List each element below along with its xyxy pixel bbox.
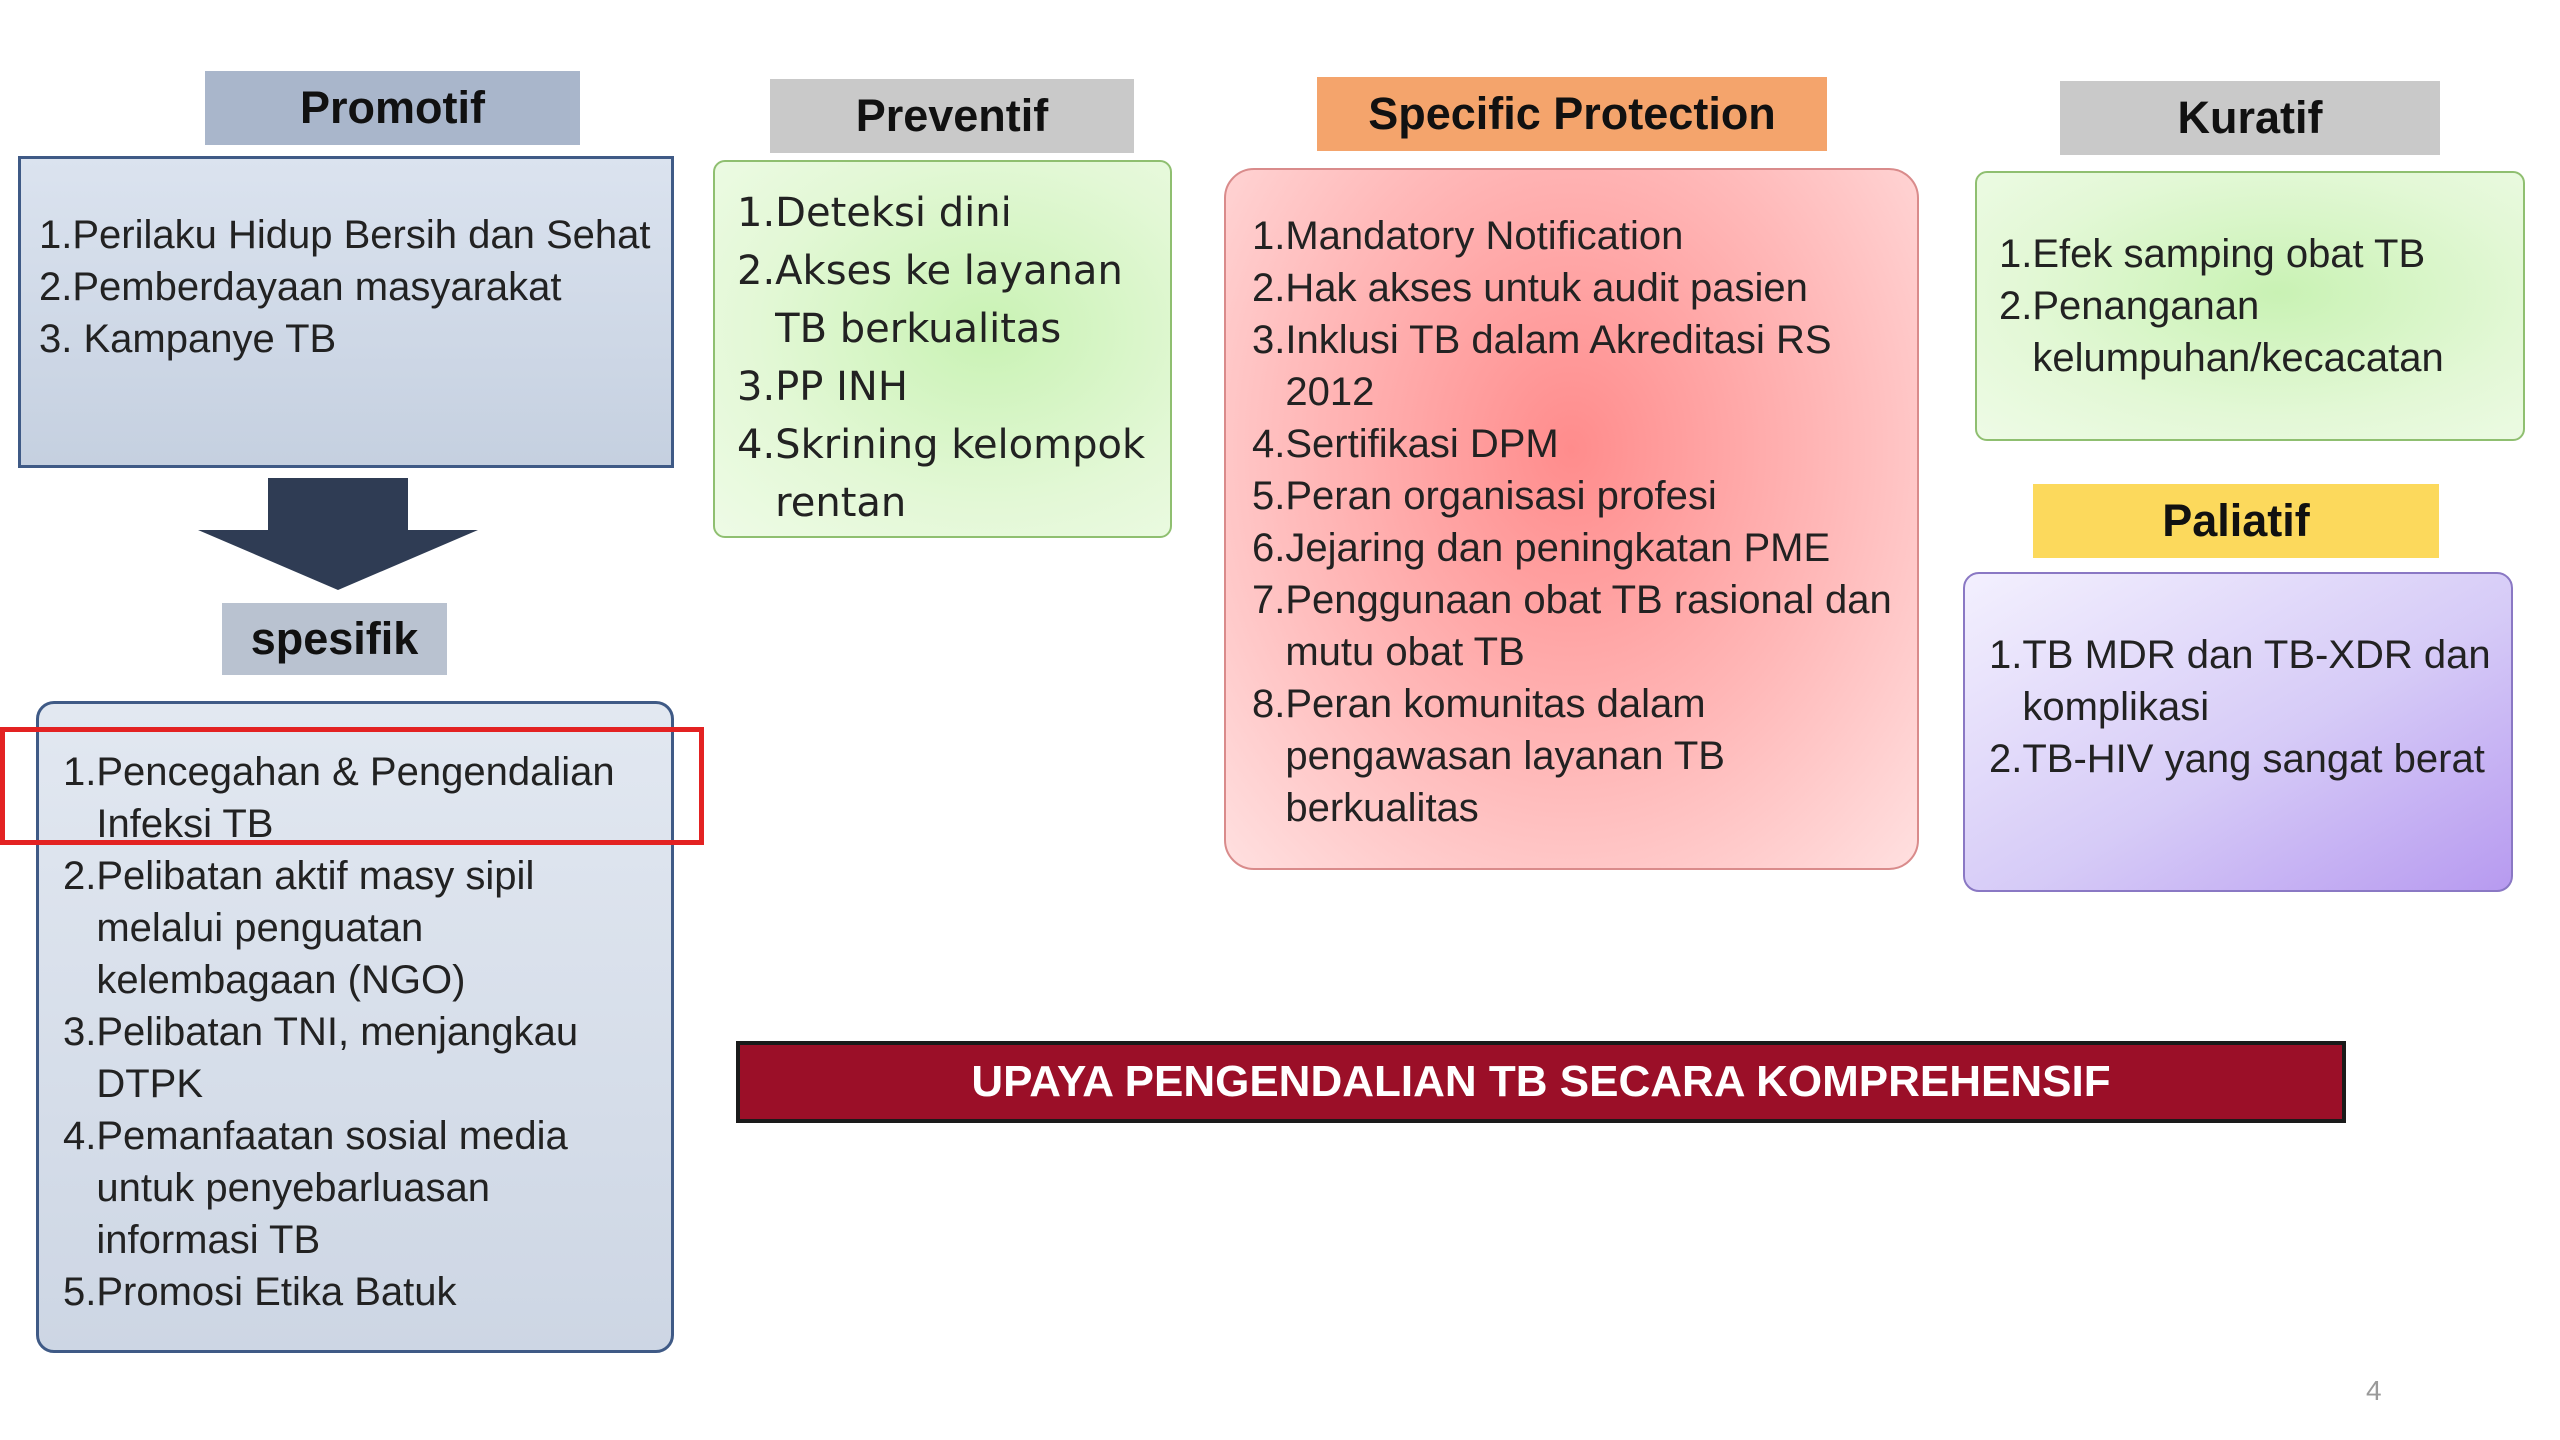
kuratif-header: [2060, 81, 2440, 155]
preventif-title: Preventif: [855, 90, 1049, 141]
spesifik-item-2-text: Pelibatan aktif masy sipil melalui penguatan kelembagaan (NGO): [96, 854, 535, 1002]
preventif-header: [770, 79, 1134, 153]
specific-item-6-text: Jejaring dan peningkatan PME: [1285, 526, 1831, 570]
specific-protection-list: [1252, 210, 1897, 834]
preventif-item-4: [737, 416, 1150, 532]
specific-item-7-number: 7.: [1252, 578, 1286, 622]
paliatif-title: Paliatif: [2162, 495, 2310, 546]
spesifik-item-5-number: 5.: [63, 1270, 97, 1314]
promotif-list: [39, 209, 653, 365]
specific-item-3-number: 3.: [1252, 318, 1286, 362]
comprehensive-banner: [736, 1041, 2346, 1123]
preventif-item-2-number: 2.: [737, 248, 776, 294]
preventif-item-1-number: 1.: [737, 190, 776, 236]
paliatif-list: [1989, 629, 2493, 785]
preventif-item-2-text: Akses ke layanan TB berkualitas: [775, 248, 1123, 352]
promotif-title: Promotif: [300, 82, 485, 133]
specific-item-6-number: 6.: [1252, 526, 1286, 570]
spesifik-header: [222, 603, 447, 675]
preventif-item-1: [737, 184, 1150, 242]
promotif-item-3-number: 3.: [39, 317, 84, 361]
specific-item-4-text: Sertifikasi DPM: [1285, 422, 1559, 466]
specific-protection-box: [1224, 168, 1919, 870]
specific-item-4: [1252, 418, 1897, 470]
kuratif-item-1: [1999, 228, 2505, 280]
banner-text: UPAYA PENGENDALIAN TB SECARA KOMPREHENSIF: [971, 1057, 2111, 1106]
spesifik-item-1-number: 1.: [63, 750, 97, 794]
specific-item-7: [1252, 574, 1897, 678]
preventif-item-1-text: Deteksi dini: [775, 190, 1012, 236]
specific-item-6: [1252, 522, 1897, 574]
spesifik-item-3-text: Pelibatan TNI, menjangkau DTPK: [96, 1010, 579, 1106]
spesifik-title: spesifik: [250, 613, 419, 664]
spesifik-item-4-text: Pemanfaatan sosial media untuk penyebarluasan informasi TB: [96, 1114, 568, 1262]
down-arrow-icon: [198, 478, 478, 590]
paliatif-item-2-text: TB-HIV yang sangat berat: [2022, 737, 2485, 781]
spesifik-item-5: [63, 1266, 653, 1318]
down-arrow-shape: [198, 478, 478, 590]
spesifik-item-3: [63, 1006, 653, 1110]
promotif-item-1: [39, 209, 653, 261]
specific-item-2-number: 2.: [1252, 266, 1286, 310]
kuratif-list: [1999, 228, 2505, 384]
specific-item-1-text: Mandatory Notification: [1285, 214, 1684, 258]
preventif-item-4-number: 4.: [737, 422, 776, 468]
specific-item-2-text: Hak akses untuk audit pasien: [1285, 266, 1808, 310]
specific-item-5: [1252, 470, 1897, 522]
paliatif-item-1-text: TB MDR dan TB-XDR dan komplikasi: [2022, 633, 2491, 729]
preventif-list: [737, 184, 1150, 532]
paliatif-item-1: [1989, 629, 2493, 733]
specific-protection-header: [1317, 77, 1827, 151]
specific-item-2: [1252, 262, 1897, 314]
promotif-item-2-text: Pemberdayaan masyarakat: [72, 265, 562, 309]
kuratif-title: Kuratif: [2177, 92, 2323, 143]
kuratif-box: [1975, 171, 2525, 441]
paliatif-item-2-number: 2.: [1989, 737, 2023, 781]
spesifik-item-2-number: 2.: [63, 854, 97, 898]
promotif-item-2: [39, 261, 653, 313]
specific-item-8: [1252, 678, 1897, 834]
kuratif-item-2: [1999, 280, 2505, 384]
promotif-item-1-text: Perilaku Hidup Bersih dan Sehat: [72, 213, 651, 257]
paliatif-box: [1963, 572, 2513, 892]
preventif-item-2: [737, 242, 1150, 358]
kuratif-item-2-text: Penanganan kelumpuhan/kecacatan: [2032, 284, 2444, 380]
paliatif-header: [2033, 484, 2439, 558]
promotif-item-2-number: 2.: [39, 265, 73, 309]
spesifik-item-4-number: 4.: [63, 1114, 97, 1158]
specific-item-5-number: 5.: [1252, 474, 1286, 518]
specific-protection-title: Specific Protection: [1368, 88, 1776, 139]
promotif-box: [18, 156, 674, 468]
promotif-item-3: [39, 313, 653, 365]
preventif-item-3: [737, 358, 1150, 416]
spesifik-item-5-text: Promosi Etika Batuk: [96, 1270, 457, 1314]
specific-item-4-number: 4.: [1252, 422, 1286, 466]
preventif-item-3-text: PP INH: [775, 364, 908, 410]
highlight-frame: [0, 727, 704, 845]
preventif-item-4-text: Skrining kelompok rentan: [775, 422, 1146, 526]
promotif-item-1-number: 1.: [39, 213, 73, 257]
paliatif-item-1-number: 1.: [1989, 633, 2023, 677]
kuratif-item-1-number: 1.: [1999, 232, 2033, 276]
specific-item-8-text: Peran komunitas dalam pengawasan layanan TB berkualitas: [1285, 682, 1725, 830]
paliatif-item-2: [1989, 733, 2493, 785]
spesifik-item-3-number: 3.: [63, 1010, 97, 1054]
spesifik-item-2: [63, 850, 653, 1006]
specific-item-3: [1252, 314, 1897, 418]
promotif-item-3-text: Kampanye TB: [83, 317, 337, 361]
specific-item-3-text: Inklusi TB dalam Akreditasi RS 2012: [1285, 318, 1832, 414]
preventif-item-3-number: 3.: [737, 364, 776, 410]
specific-item-1: [1252, 210, 1897, 262]
specific-item-5-text: Peran organisasi profesi: [1285, 474, 1717, 518]
preventif-box: [713, 160, 1172, 538]
kuratif-item-1-text: Efek samping obat TB: [2032, 232, 2426, 276]
specific-item-8-number: 8.: [1252, 682, 1286, 726]
kuratif-item-2-number: 2.: [1999, 284, 2033, 328]
promotif-header: [205, 71, 580, 145]
spesifik-item-4: [63, 1110, 653, 1266]
page-number: 4: [2366, 1375, 2382, 1406]
spesifik-item-1-text: Pencegahan & Pengendalian Infeksi TB: [96, 750, 615, 846]
specific-item-1-number: 1.: [1252, 214, 1286, 258]
specific-item-7-text: Penggunaan obat TB rasional dan mutu obat TB: [1285, 578, 1892, 674]
